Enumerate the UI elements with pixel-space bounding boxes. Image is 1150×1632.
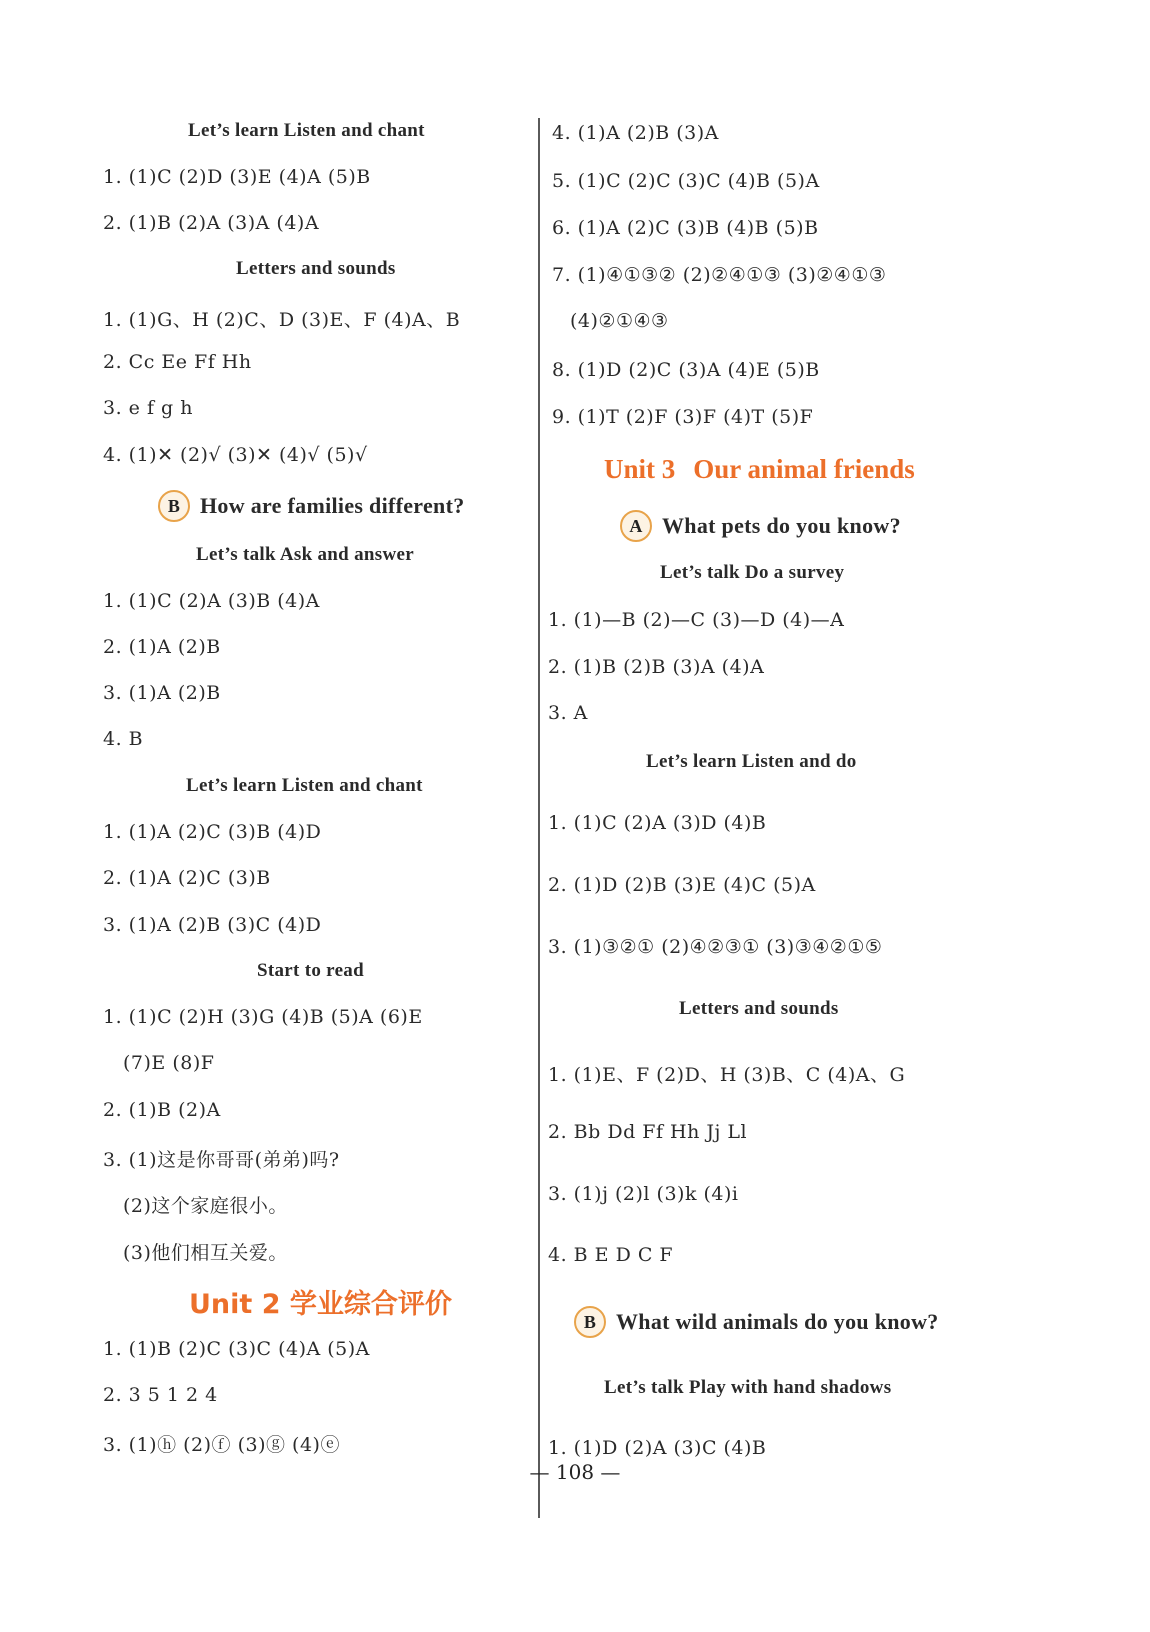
subheading: Let’s talk Ask and answer xyxy=(196,544,414,565)
answer-line: 3. (1)这是你哥哥(弟弟)吗? xyxy=(103,1149,340,1171)
answer-line: (3)他们相互关爱。 xyxy=(123,1242,288,1264)
answer-line: 1. (1)B (2)C (3)C (4)A (5)A xyxy=(103,1338,370,1360)
answer-line: 5. (1)C (2)C (3)C (4)B (5)A xyxy=(552,170,820,192)
answer-line: 2. 3 5 1 2 4 xyxy=(103,1384,218,1406)
subheading: Let’s learn Listen and chant xyxy=(188,120,425,141)
answer-line: 1. (1)A (2)C (3)B (4)D xyxy=(103,821,322,843)
unit-heading: Unit 2 学业综合评价 xyxy=(189,1289,452,1320)
section-badge: B xyxy=(158,490,190,522)
subheading: Letters and sounds xyxy=(236,258,396,279)
answer-line: 2. Bb Dd Ff Hh Jj Ll xyxy=(548,1121,748,1143)
subheading: Let’s talk Do a survey xyxy=(660,562,845,583)
answer-line: (4)②①④③ xyxy=(570,310,669,332)
answer-line: 2. (1)A (2)C (3)B xyxy=(103,867,271,889)
answer-line: 2. (1)B (2)A (3)A (4)A xyxy=(103,212,320,234)
answer-line: 2. (1)A (2)B xyxy=(103,636,221,658)
answer-line: 3. (1)A (2)B (3)C (4)D xyxy=(103,914,322,936)
section-title: What wild animals do you know? xyxy=(616,1309,939,1334)
answer-line: 1. (1)G、H (2)C、D (3)E、F (4)A、B xyxy=(103,309,461,331)
subheading: Letters and sounds xyxy=(679,998,839,1019)
section-title: What pets do you know? xyxy=(662,513,901,538)
answer-line: 1. (1)D (2)A (3)C (4)B xyxy=(548,1437,767,1459)
answer-line: 1. (1)C (2)A (3)D (4)B xyxy=(548,812,767,834)
answer-line: 3. (1)③②① (2)④②③① (3)③④②①⑤ xyxy=(548,936,883,958)
answer-line: 1. (1)C (2)D (3)E (4)A (5)B xyxy=(103,166,371,188)
answer-line: 1. (1)C (2)A (3)B (4)A xyxy=(103,590,320,612)
answer-line: 2. (1)D (2)B (3)E (4)C (5)A xyxy=(548,874,816,896)
subheading: Let’s talk Play with hand shadows xyxy=(604,1377,892,1398)
answer-line: 3. (1)A (2)B xyxy=(103,682,221,704)
answer-line: 2. (1)B (2)A xyxy=(103,1099,221,1121)
answer-line: 3. (1)ⓗ (2)ⓕ (3)ⓖ (4)ⓔ xyxy=(103,1434,340,1456)
section-heading xyxy=(158,490,465,522)
unit-title: Our animal friends xyxy=(693,454,915,484)
section-heading xyxy=(574,1306,939,1338)
answer-line: 1. (1)—B (2)—C (3)—D (4)—A xyxy=(548,609,845,631)
answer-line: 7. (1)④①③② (2)②④①③ (3)②④①③ xyxy=(552,264,887,286)
section-badge: B xyxy=(574,1306,606,1338)
section-title: How are families different? xyxy=(200,493,465,518)
answer-line: 8. (1)D (2)C (3)A (4)E (5)B xyxy=(552,359,820,381)
answer-line: 4. B xyxy=(103,728,144,750)
page-number: — 108 — xyxy=(529,1460,621,1484)
answer-line: 1. (1)C (2)H (3)G (4)B (5)A (6)E xyxy=(103,1006,423,1028)
subheading: Start to read xyxy=(257,960,364,981)
answer-line: (2)这个家庭很小。 xyxy=(123,1195,288,1217)
unit-heading xyxy=(604,454,915,485)
answer-line: 3. (1)j (2)l (3)k (4)i xyxy=(548,1183,739,1205)
answer-line: 3. e f g h xyxy=(103,397,193,419)
section-heading xyxy=(620,510,901,542)
section-badge: A xyxy=(620,510,652,542)
answer-line: 2. Cc Ee Ff Hh xyxy=(103,351,252,373)
unit-number: Unit 3 xyxy=(604,454,676,484)
column-divider xyxy=(538,118,540,1518)
subheading: Let’s learn Listen and do xyxy=(646,751,857,772)
answer-line: (7)E (8)F xyxy=(123,1052,215,1074)
subheading: Let’s learn Listen and chant xyxy=(186,775,423,796)
answer-line: 6. (1)A (2)C (3)B (4)B (5)B xyxy=(552,217,819,239)
answer-line: 3. A xyxy=(548,702,588,724)
answer-line: 4. B E D C F xyxy=(548,1244,674,1266)
answer-line: 9. (1)T (2)F (3)F (4)T (5)F xyxy=(552,406,814,428)
answer-line: 4. (1)A (2)B (3)A xyxy=(552,122,719,144)
answer-line: 4. (1)✕ (2)√ (3)✕ (4)√ (5)√ xyxy=(103,444,368,466)
answer-line: 2. (1)B (2)B (3)A (4)A xyxy=(548,656,765,678)
answer-line: 1. (1)E、F (2)D、H (3)B、C (4)A、G xyxy=(548,1064,906,1086)
